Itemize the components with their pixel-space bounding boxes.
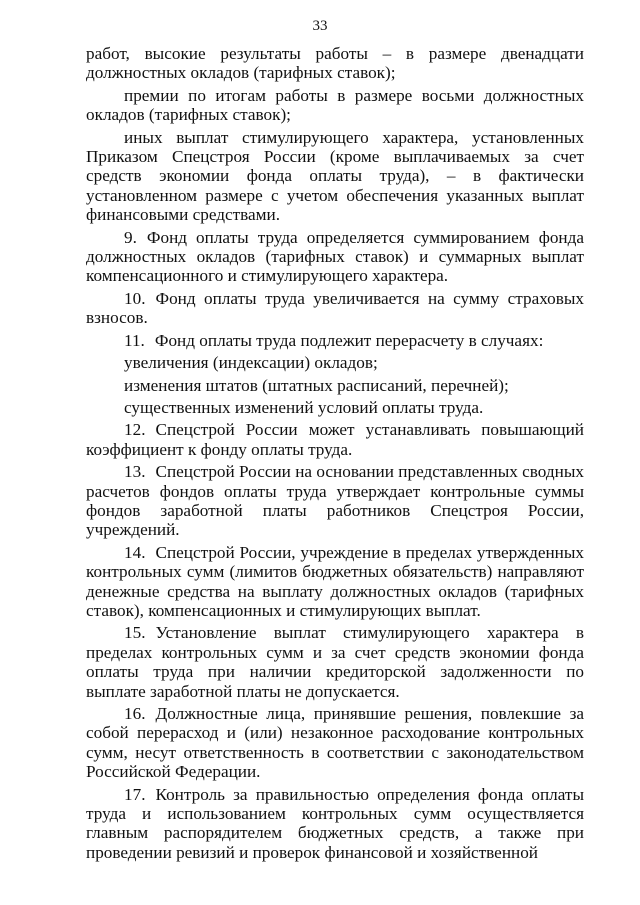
paragraph-11-item (86, 376, 584, 395)
paragraph-number: 12. (124, 420, 146, 440)
paragraph-text: Должностные лица, принявшие решения, повлекшие за собой перерасход и (или) незаконное расходование контрольных сумм, несут ответственность в соответствии с законодательством Российской Федерации. (86, 704, 584, 782)
paragraph-text: увеличения (индексации) окладов; (124, 353, 378, 373)
paragraph-13 (86, 462, 584, 540)
paragraph-text: Спецстрой России может устанавливать повышающий коэффициент к фонду оплаты труда. (86, 420, 584, 459)
paragraph-text: существенных изменений условий оплаты труда. (124, 397, 484, 417)
paragraph-premium (86, 86, 584, 125)
paragraph-text: работ, высокие результаты работы – в размере двенадцати должностных окладов (тарифных ставок); (86, 44, 584, 83)
page-number: 33 (312, 18, 328, 34)
paragraph-number: 11. (124, 330, 145, 350)
paragraph-text: иных выплат стимулирующего характера, установленных Приказом Спецстроя России (кроме выплачиваемых за счет средств экономии фонда оплаты труда), – в фактически установленном размере с учетом обеспечения указанных выплат финансовыми средствами. (86, 127, 584, 225)
paragraph-other-payments (86, 128, 584, 225)
paragraph-11-item (86, 398, 584, 417)
paragraph-17 (86, 785, 584, 863)
paragraph-14 (86, 543, 584, 621)
paragraph-text: Спецстрой России, учреждение в пределах утвержденных контрольных сумм (лимитов бюджетных обязательств) направляют денежные средства на выплату должностных окладов (тарифных ставок), компенсационных и стимулирующих выплат. (86, 542, 584, 620)
paragraph-text: премии по итогам работы в размере восьми должностных окладов (тарифных ставок); (86, 85, 584, 125)
paragraph-12 (86, 420, 584, 459)
document-body (86, 44, 584, 865)
paragraph-text: Фонд оплаты труда подлежит перерасчету в случаях: (154, 330, 544, 350)
paragraph-10 (86, 289, 584, 328)
paragraph-text: Контроль за правильностью определения фонда оплаты труда и использованием контрольных сумм осуществляется главным распорядителем бюджетных средств, а также при проведении ревизий и проверок финансовой и хозяйственной (86, 784, 584, 862)
paragraph-text: Установление выплат стимулирующего характера в пределах контрольных сумм и за счет средств экономии фонда оплаты труда при наличии кредиторской задолженности по выплате заработной платы не допускается. (86, 623, 584, 701)
paragraph-15 (86, 623, 584, 701)
paragraph-text: Спецстрой России на основании представленных сводных расчетов фондов оплаты труда утверждает контрольные суммы фондов заработной платы работников Спецстроя России, учреждений. (86, 462, 584, 540)
paragraph-number: 10. (124, 288, 146, 308)
paragraph-text: Фонд оплаты труда определяется суммированием фонда должностных окладов (тарифных ставок) и суммарных выплат компенсационного и стимулирующего характера. (86, 227, 584, 286)
paragraph-continuation (86, 44, 584, 83)
paragraph-9 (86, 228, 584, 286)
paragraph-number: 13. (124, 462, 146, 482)
paragraph-11-item (86, 353, 584, 372)
paragraph-number: 9. (124, 227, 137, 247)
paragraph-16 (86, 704, 584, 782)
paragraph-number: 14. (124, 542, 146, 562)
paragraph-number: 17. (124, 784, 146, 804)
paragraph-text: изменения штатов (штатных расписаний, перечней); (124, 375, 509, 395)
paragraph-number: 16. (124, 704, 146, 723)
paragraph-text: Фонд оплаты труда увеличивается на сумму страховых взносов. (86, 288, 584, 328)
paragraph-11 (86, 331, 584, 350)
paragraph-number: 15. (124, 623, 146, 643)
